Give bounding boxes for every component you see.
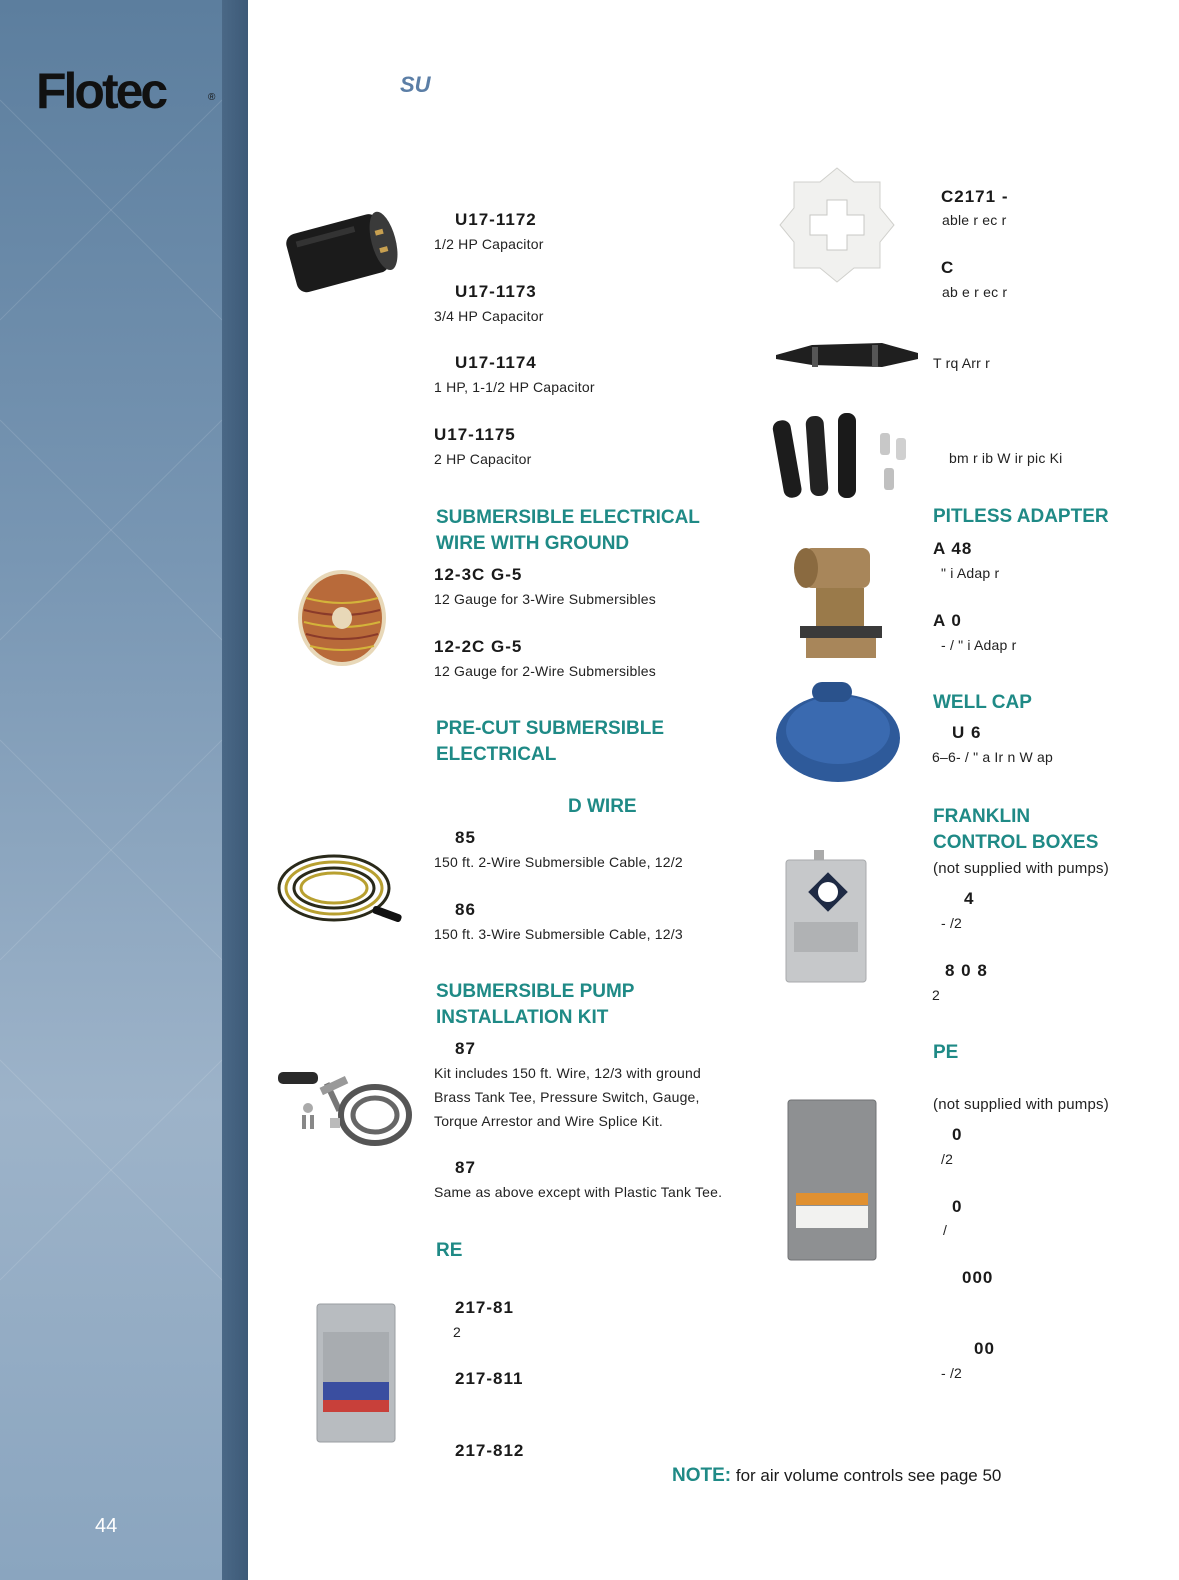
- splice-kit-desc: bm r ib W ir pic Ki: [949, 450, 1063, 466]
- wire-code-1: 12-3C G-5: [434, 565, 523, 584]
- pe-code-1: 0: [952, 1125, 963, 1144]
- section-title-pitless-adapter: PITLESS ADAPTER: [933, 506, 1109, 527]
- pitless-code-2: A 0: [933, 611, 962, 630]
- precut-desc-1: 150 ft. 2-Wire Submersible Cable, 12/2: [434, 854, 683, 870]
- torque-arrestor-image: [772, 325, 922, 385]
- precut-wire-image: [272, 838, 412, 938]
- section-title-install-kit-2: INSTALLATION KIT: [436, 1007, 609, 1028]
- precut-desc-2: 150 ft. 3-Wire Submersible Cable, 12/3: [434, 926, 683, 942]
- pe-subtitle: (not supplied with pumps): [933, 1096, 1109, 1113]
- franklin-desc-2: 2: [932, 987, 940, 1003]
- pitless-desc-1: " i Adap r: [941, 565, 1000, 581]
- precut-code-1: 85: [455, 828, 476, 847]
- section-title-install-kit-1: SUBMERSIBLE PUMP: [436, 981, 635, 1002]
- pitless-code-1: A 48: [933, 539, 973, 558]
- wire-splice-kit-image: [772, 408, 917, 503]
- precut-code-2: 86: [455, 900, 476, 919]
- section-title-precut-3: D WIRE: [568, 796, 637, 817]
- capacitor-code-4: U17-1175: [434, 425, 516, 444]
- flotec-logo: Flotec: [36, 63, 166, 119]
- well-cap-code: U 6: [952, 723, 982, 742]
- kit-desc-1-line-1: Kit includes 150 ft. Wire, 12/3 with ground: [434, 1065, 701, 1081]
- section-title-franklin-2: CONTROL BOXES: [933, 832, 1099, 853]
- well-cap-desc: 6–6- / " a Ir n W ap: [932, 749, 1054, 765]
- wire-desc-1: 12 Gauge for 3-Wire Submersibles: [434, 591, 656, 607]
- control-box-image-left: [315, 1302, 397, 1444]
- capacitor-desc-1: 1/2 HP Capacitor: [434, 236, 544, 252]
- franklin-control-box-image: [784, 850, 869, 985]
- section-title-well-cap: WELL CAP: [933, 692, 1032, 713]
- re-code-3: 217-812: [455, 1441, 525, 1460]
- kit-desc-1-line-2: Brass Tank Tee, Pressure Switch, Gauge,: [434, 1089, 700, 1105]
- section-title-re: RE: [436, 1240, 463, 1261]
- wire-code-2: 12-2C G-5: [434, 637, 523, 656]
- kit-desc-2: Same as above except with Plastic Tank Tee.: [434, 1184, 723, 1200]
- capacitor-code-2: U17-1173: [455, 282, 537, 301]
- franklin-code-2: 8 0 8: [945, 961, 988, 980]
- page-number: 44: [95, 1515, 118, 1537]
- re-code-1: 217-81: [455, 1298, 514, 1317]
- capacitor-desc-2: 3/4 HP Capacitor: [434, 308, 544, 324]
- registered-mark: ®: [208, 92, 216, 103]
- well-cap-image: [772, 680, 907, 785]
- section-title-pe: PE: [933, 1042, 959, 1063]
- sidebar-edge: [222, 0, 248, 1580]
- pe-desc-1: /2: [941, 1151, 954, 1167]
- cable-protector-image: [772, 160, 902, 290]
- cable-protector-code-2: C: [941, 258, 955, 277]
- capacitor-desc-4: 2 HP Capacitor: [434, 451, 532, 467]
- pe-code-3: 000: [962, 1268, 994, 1287]
- re-desc-1: 2: [453, 1324, 461, 1340]
- section-title-precut-1: PRE-CUT SUBMERSIBLE: [436, 718, 665, 739]
- cable-protector-desc-1: able r ec r: [942, 212, 1007, 228]
- re-code-2: 217-811: [455, 1369, 524, 1388]
- wire-spool-image: [292, 568, 392, 668]
- torque-arrestor-desc: T rq Arr r: [933, 355, 990, 371]
- sidebar-panel: [0, 0, 248, 1580]
- capacitor-code-1: U17-1172: [455, 210, 537, 229]
- note-text: for air volume controls see page 50: [735, 1466, 1002, 1485]
- franklin-code-1: 4: [964, 889, 975, 908]
- section-title-wire-ground-2: WIRE WITH GROUND: [436, 533, 630, 554]
- kit-code-1: 87: [455, 1039, 476, 1058]
- cable-protector-desc-2: ab e r ec r: [942, 284, 1008, 300]
- footer-note: [672, 1465, 1001, 1487]
- cable-protector-code-1: C2171 -: [941, 187, 1009, 206]
- kit-desc-1-line-3: Torque Arrestor and Wire Splice Kit.: [434, 1113, 663, 1129]
- capacitor-image: [275, 200, 410, 305]
- sidebar-pattern: [0, 0, 222, 1580]
- capacitor-code-3: U17-1174: [455, 353, 537, 372]
- pe-desc-2: /: [943, 1222, 948, 1238]
- franklin-subtitle: (not supplied with pumps): [933, 860, 1109, 877]
- section-title-precut-2: ELECTRICAL: [436, 744, 557, 765]
- capacitor-desc-3: 1 HP, 1-1/2 HP Capacitor: [434, 379, 595, 395]
- page-header-title: SU: [400, 72, 431, 97]
- wire-desc-2: 12 Gauge for 2-Wire Submersibles: [434, 663, 656, 679]
- pe-code-2: 0: [952, 1197, 963, 1216]
- section-title-wire-ground-1: SUBMERSIBLE ELECTRICAL: [436, 507, 700, 528]
- franklin-desc-1: - /2: [941, 915, 963, 931]
- kit-code-2: 87: [455, 1158, 476, 1177]
- pentair-control-box-image: [786, 1098, 878, 1263]
- note-label: NOTE:: [672, 1465, 732, 1486]
- section-title-franklin-1: FRANKLIN: [933, 806, 1031, 827]
- pitless-adapter-image: [786, 538, 896, 663]
- installation-kit-image: [270, 1060, 415, 1150]
- pe-code-4: 00: [974, 1339, 995, 1358]
- pitless-desc-2: - / " i Adap r: [941, 637, 1017, 653]
- pe-desc-4: - /2: [941, 1365, 963, 1381]
